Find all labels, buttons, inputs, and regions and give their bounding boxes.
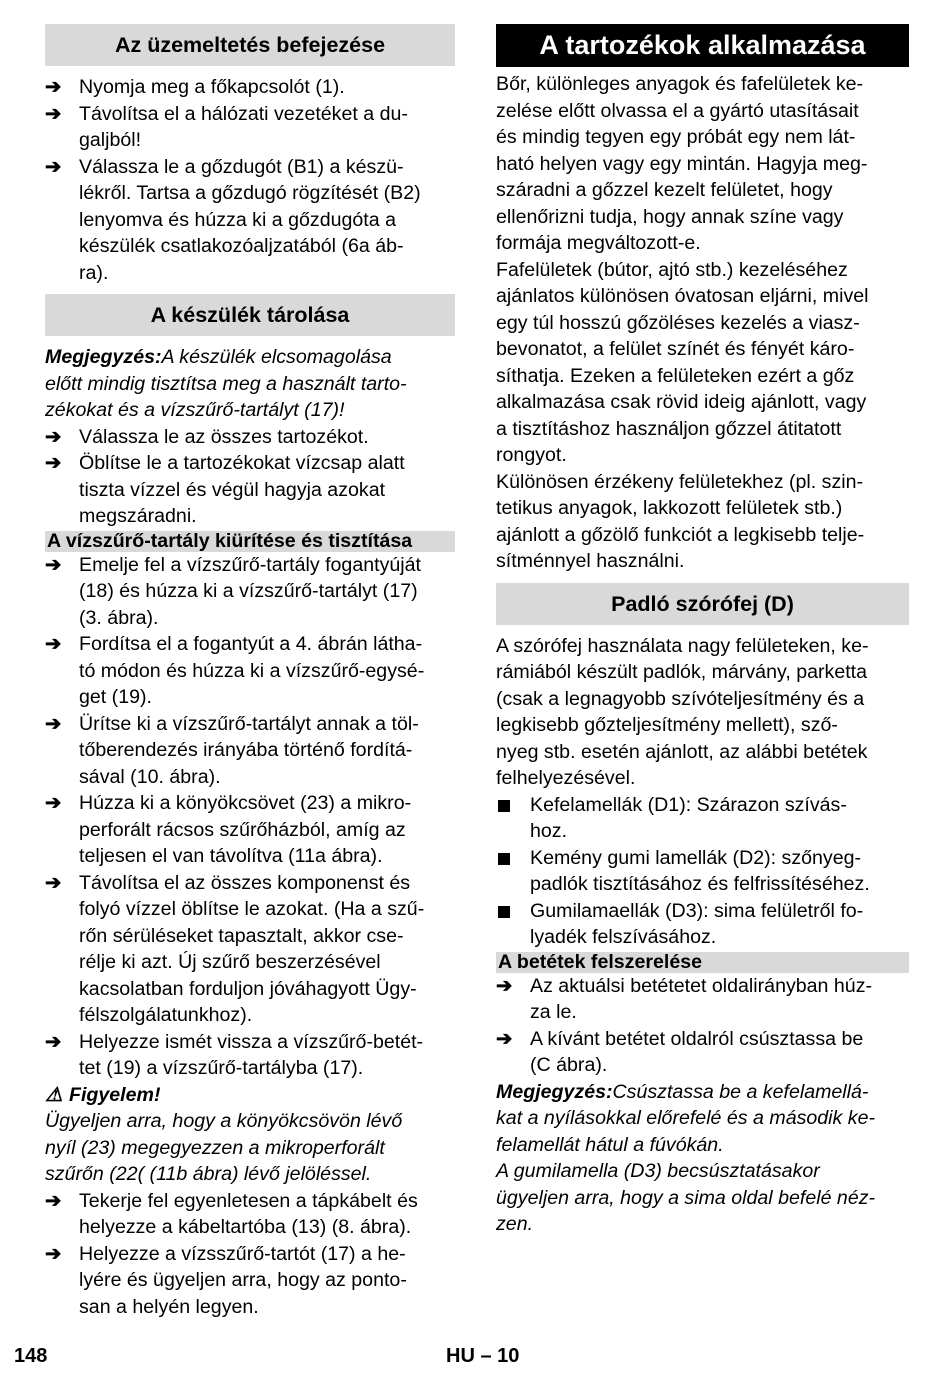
list-item-text: Tekerje fel egyenletesen a tápkábelt és helyezze a kábeltartóba (13) (8. ábra). [79,1189,418,1238]
list-item [45,424,455,451]
list-item-text: Kemény gumi lamellák (D2): szőnyeg- padlók tisztításához és felfrissítéséhez. [530,846,870,895]
subheading-insert-mounting: A betétek felszerelése [496,952,909,973]
note-label: Megjegyzés: [45,346,162,368]
section-heading-shutdown: Az üzemeltetés befejezése [45,24,455,66]
subheading-water-filter: A vízszűrő-tartály kiürítése és tisztítása [45,531,455,552]
square-bullet-icon [498,800,510,812]
paragraph-leather: Bőr, különleges anyagok és fafelületek ke- zelése előtt olvassa el a gyártó utasításait és mindig tegyen egy próbát egy nem lát- ható helyen vagy egy mintán. Hagyja meg- száradni a gőzzel kezelt felületet, hogy ellenőrizni tudja, hogy annak színe vagy formája megváltozott-e. [496,73,868,254]
section-heading-accessories: A tartozékok alkalmazása [496,24,909,67]
warning-icon: ⚠ [45,1083,63,1106]
arrow-right-icon: ➔ [45,102,62,125]
arrow-right-icon: ➔ [45,1030,62,1053]
list-item [45,1188,455,1241]
list-item-text: Öblítse le a tartozékokat vízcsap alatt tiszta vízzel és végül hagyja azokat megszáradni. [79,452,405,527]
arrow-right-icon: ➔ [45,712,62,735]
list-item-text: Helyezze a vízsszűrő-tartót (17) a he- lyére és ügyeljen arra, hogy az ponto- san a helyén legyen. [79,1242,407,1318]
list-item-text: Ürítse ki a vízszűrő-tartályt annak a töl- tőberendezés irányába történő fordítá- sával (10. ábra). [79,712,419,788]
arrow-right-icon: ➔ [45,1189,62,1212]
list-mounting-steps [496,973,909,1079]
mounting-note-2: A gumilamella (D3) becsúsztatásakor ügyeljen arra, hogy a sima oldal befelé néz- zen. [496,1160,876,1235]
arrow-right-icon: ➔ [45,633,62,655]
list-item-text: Emelje fel a vízszűrő-tartály fogantyúját (18) és húzza ki a vízszűrő-tartályt (17) (3. ábra). [79,553,421,629]
list-item [45,790,455,870]
arrow-right-icon: ➔ [496,1027,513,1050]
note-label: Megjegyzés: [496,1080,613,1103]
arrow-right-icon: ➔ [45,425,62,448]
paragraph-floor-nozzle: A szórófej használata nagy felületeken, ke- rámiából készült padlók, márvány, parketta (csak a legnagyobb szívóteljesítmény és a legkisebb gőzteljesítmény mellett), sző- nyeg stb. esetén ajánlott, az alábbi betétek felhelyezésével. [496,634,869,789]
list-item-text: Húzza ki a könyökcsövet (23) a mikro- perforált rácsos szűrőházból, amíg az teljesen el van távolítva (11a ábra). [79,792,412,867]
list-item-text: Gumilamaellák (D3): sima felületről fo- lyadék felszívásához. [530,899,864,948]
paragraph-wood: Fafelületek (bútor, ajtó stb.) kezeléséhez ajánlatos különösen óvatosan eljárni, mivel egy túl hosszú gőzöléses kezelés a viasz- bevonatot, a felület színét és fényét káro- síthatja. Ezeken a felületeken ezért a gőz alkalmazása csak rövid ideig ajánlott, vagy a tisztításhoz használjon gőzzel átitatott rongyot. [496,258,869,466]
list-item [496,792,909,845]
arrow-right-icon: ➔ [45,871,62,894]
list-item [496,845,909,898]
list-final-steps [45,1188,455,1321]
list-item-text: Fordítsa el a fogantyút a 4. ábrán látha- tó módon és húzza ki a vízszűrő-egysé- get (19). [79,633,425,708]
note-text: Csúsztassa be a kefelamellá- kat a nyílásokkal előrefelé és a második ke- felamellát hátul a fúvókán. [496,1080,875,1156]
list-item [45,1241,455,1321]
arrow-right-icon: ➔ [496,974,513,997]
square-bullet-icon [498,853,510,865]
arrow-right-icon: ➔ [45,792,62,814]
warning-heading [45,1082,455,1109]
section-heading-floor-nozzle: Padló szórófej (D) [496,583,909,625]
list-item [496,973,909,1026]
list-item [45,154,455,287]
page-number: 148 [14,1345,48,1367]
square-bullet-icon [498,906,510,918]
list-item [496,1026,909,1079]
list-item-text: Helyezze ismét vissza a vízszűrő-betét- tet (19) a vízszűrő-tartályba (17). [79,1030,424,1079]
list-item [45,870,455,1029]
left-column [45,24,455,1320]
list-inserts [496,792,909,951]
arrow-right-icon: ➔ [45,452,62,474]
list-item-text: Válassza le a gőzdugót (B1) a készü- lékről. Tartsa a gőzdugó rögzítését (B2) lenyomva és húzza ki a gőzdugóta a készülék csatlakozóaljzatából (6a áb- ra). [79,155,421,284]
list-storage-steps [45,424,455,530]
list-shutdown-steps [45,74,455,286]
arrow-right-icon: ➔ [45,553,62,576]
section-heading-storage: A készülék tárolása [45,294,455,336]
warning-title: Figyelem! [69,1083,161,1106]
list-item-text: Távolítsa el a hálózati vezetéket a du- galjból! [79,102,408,151]
list-item [45,631,455,711]
list-item [45,1029,455,1082]
page-section-label: HU – 10 [446,1345,520,1367]
storage-note [45,344,455,424]
mounting-note [496,1079,909,1159]
list-item-text: Kefelamellák (D1): Szárazon szívás- hoz. [530,793,847,842]
arrow-right-icon: ➔ [45,1242,62,1265]
list-item [45,552,455,632]
list-item-text: Az aktuálsi betétetet oldalirányban húz- za le. [530,974,873,1023]
right-column [496,24,909,1238]
list-item [45,74,455,101]
list-item-text: Válassza le az összes tartozékot. [79,425,369,448]
list-item [496,898,909,951]
warning-text: Ügyeljen arra, hogy a könyökcsövön lévő nyíl (23) megegyezzen a mikroperforált szűrőn (22( (11b ábra) lévő jelöléssel. [45,1110,403,1185]
list-item [45,450,455,530]
list-item-text: Nyomja meg a főkapcsolót (1). [79,76,345,98]
note-text: A készülék elcsomagolása előtt mindig tisztítsa meg a használt tarto- zékokat és a vízszűrő-tartályt (17)! [45,346,407,421]
list-filter-steps [45,552,455,1082]
list-item [45,711,455,791]
list-item [45,101,455,154]
list-item-text: A kívánt betétet oldalról csúsztassa be (C ábra). [530,1027,864,1076]
list-item-text: Távolítsa el az összes komponenst és folyó vízzel öblítse le azokat. (Ha a szű- rőn sérüléseket tapasztalt, akkor cse- rélje ki azt. Új szűrő beszerzésével kacsolatban forduljon jóváhagyott Ügy- félszolgálatunkhoz). [79,871,425,1026]
arrow-right-icon: ➔ [45,76,62,98]
arrow-right-icon: ➔ [45,155,62,178]
paragraph-sensitive: Különösen érzékeny felületekhez (pl. szin- tetikus anyagok, lakkozott felületek stb.) ajánlott a gőzölő funkciót a legkisebb telje- sítménnyel használni. [496,470,865,572]
